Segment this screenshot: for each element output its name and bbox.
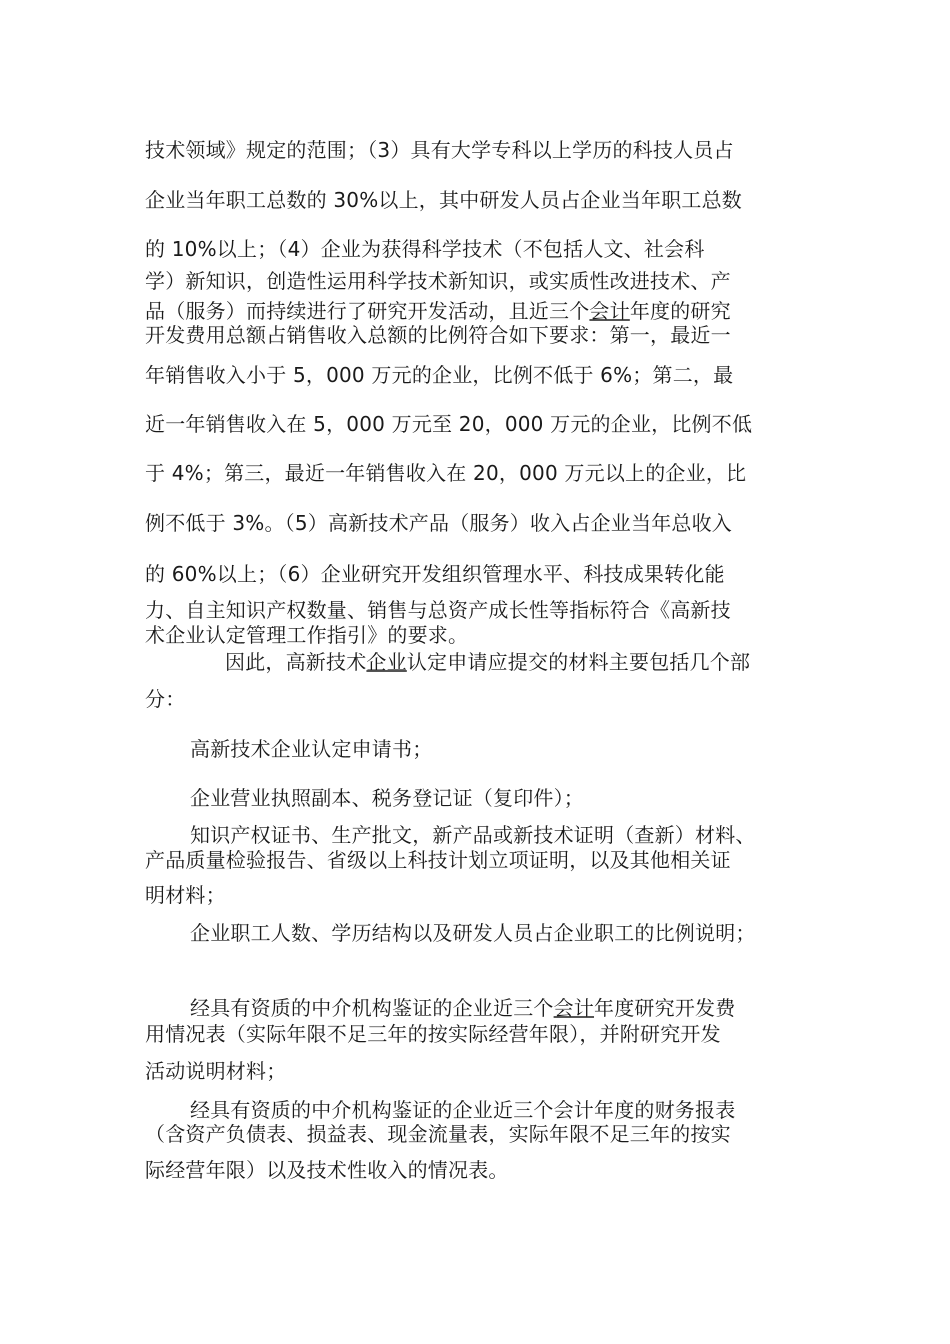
list-item: 企业营业执照副本、税务登记证（复印件）； xyxy=(190,786,584,810)
text-line: 产品质量检验报告、省级以上科技计划立项证明，以及其他相关证 xyxy=(145,848,731,872)
text-line: 年销售收入小于 5，000 万元的企业，比例不低于 6%；第二，最 xyxy=(145,363,734,387)
text-segment: 年度研究开发费 xyxy=(594,996,736,1020)
text-line: 学）新知识，创造性运用科学技术新知识，或实质性改进技术、产 xyxy=(145,269,731,293)
text-line: 术企业认定管理工作指引》的要求。 xyxy=(145,623,469,647)
text-segment: 认定申请应提交的材料主要包括几个部 xyxy=(406,650,751,674)
text-line: 活动说明材料； xyxy=(145,1059,287,1083)
list-item: 企业职工人数、学历结构以及研发人员占企业职工的比例说明； xyxy=(190,921,756,945)
text-line: 力、自主知识产权数量、销售与总资产成长性等指标符合《高新技 xyxy=(145,598,731,622)
text-line: 于 4%；第三，最近一年销售收入在 20，000 万元以上的企业，比 xyxy=(145,461,747,485)
text-line: 企业当年职工总数的 30%以上，其中研发人员占企业当年职工总数 xyxy=(145,188,743,212)
list-item: 高新技术企业认定申请书； xyxy=(190,737,433,761)
text-line: 的 60%以上；（6）企业研究开发组织管理水平、科技成果转化能 xyxy=(145,562,725,586)
text-line: 分： xyxy=(145,687,186,711)
text-line xyxy=(145,298,731,324)
term-link-kuaiji[interactable]: 会计 xyxy=(553,996,595,1020)
text-line: 的 10%以上；（4）企业为获得科学技术（不包括人文、社会科 xyxy=(145,237,705,261)
list-item: 经具有资质的中介机构鉴证的企业近三个会计年度的财务报表 xyxy=(190,1098,736,1122)
text-segment: 品（服务）而持续进行了研究开发活动，且近三个 xyxy=(145,299,590,323)
text-line: 例不低于 3%。（5）高新技术产品（服务）收入占企业当年总收入 xyxy=(145,511,733,535)
text-line: （含资产负债表、损益表、现金流量表，实际年限不足三年的按实 xyxy=(145,1122,731,1146)
text-line: 明材料； xyxy=(145,883,226,907)
text-segment: 年度的研究 xyxy=(629,299,731,323)
text-line: 近一年销售收入在 5，000 万元至 20，000 万元的企业，比例不低 xyxy=(145,412,753,436)
text-line: 技术领域》规定的范围；（3）具有大学专科以上学历的科技人员占 xyxy=(145,138,734,162)
term-link-kuaiji[interactable]: 会计 xyxy=(589,299,630,323)
text-line: 用情况表（实际年限不足三年的按实际经营年限），并附研究开发 xyxy=(145,1022,721,1046)
text-segment: 因此，高新技术 xyxy=(225,650,367,674)
list-item xyxy=(190,995,735,1021)
text-line xyxy=(225,649,750,675)
list-item: 知识产权证书、生产批文，新产品或新技术证明（查新）材料、 xyxy=(190,823,756,847)
text-line: 开发费用总额占销售收入总额的比例符合如下要求：第一，最近一 xyxy=(145,323,731,347)
text-segment: 经具有资质的中介机构鉴证的企业近三个 xyxy=(190,996,554,1020)
term-link-qiye[interactable]: 企业 xyxy=(366,650,407,674)
text-line: 际经营年限）以及技术性收入的情况表。 xyxy=(145,1158,509,1182)
